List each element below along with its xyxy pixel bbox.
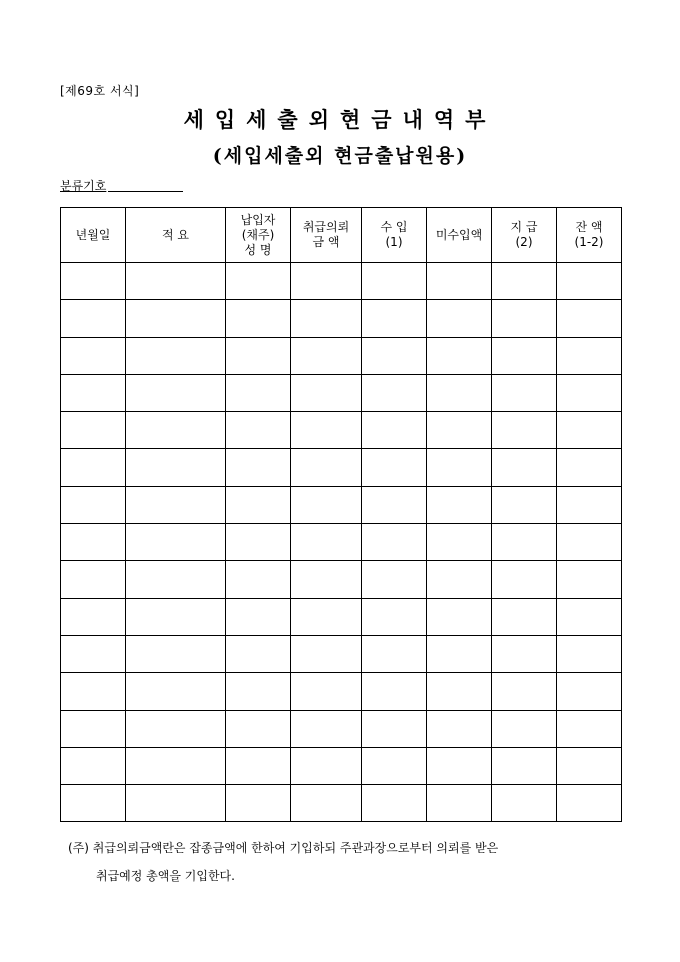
table-cell[interactable]	[226, 635, 291, 672]
table-cell[interactable]	[126, 635, 226, 672]
table-cell[interactable]	[61, 337, 126, 374]
table-row	[61, 747, 622, 784]
table-cell[interactable]	[427, 524, 492, 561]
table-cell[interactable]	[492, 449, 557, 486]
table-cell[interactable]	[557, 486, 622, 523]
table-cell[interactable]	[427, 785, 492, 822]
table-cell[interactable]	[362, 561, 427, 598]
table-cell[interactable]	[226, 673, 291, 710]
table-cell[interactable]	[126, 561, 226, 598]
table-cell[interactable]	[557, 635, 622, 672]
table-cell[interactable]	[557, 412, 622, 449]
table-cell[interactable]	[557, 524, 622, 561]
table-cell[interactable]	[291, 412, 362, 449]
table-cell[interactable]	[126, 449, 226, 486]
table-cell[interactable]	[226, 300, 291, 337]
table-cell[interactable]	[492, 747, 557, 784]
table-cell[interactable]	[226, 561, 291, 598]
table-cell[interactable]	[362, 524, 427, 561]
table-row	[61, 673, 622, 710]
table-cell[interactable]	[61, 561, 126, 598]
col-header-balance: 잔 액 (1-2)	[557, 208, 622, 263]
table-cell[interactable]	[362, 635, 427, 672]
table-cell[interactable]	[61, 598, 126, 635]
table-cell[interactable]	[557, 561, 622, 598]
table-row	[61, 337, 622, 374]
table-cell[interactable]	[492, 337, 557, 374]
classification-code	[60, 177, 183, 194]
table-cell[interactable]	[557, 598, 622, 635]
table-cell[interactable]	[427, 374, 492, 411]
table-cell[interactable]	[226, 263, 291, 300]
table-cell[interactable]	[362, 598, 427, 635]
table-row	[61, 524, 622, 561]
table-cell[interactable]	[61, 300, 126, 337]
table-cell[interactable]	[492, 598, 557, 635]
table-cell[interactable]	[557, 449, 622, 486]
col-header-payer-name: 납입자 (채주) 성 명	[226, 208, 291, 263]
table-cell[interactable]	[492, 561, 557, 598]
table-cell[interactable]	[492, 300, 557, 337]
col-header-requested-amount: 취급의뢰 금 액	[291, 208, 362, 263]
table-cell[interactable]	[226, 374, 291, 411]
table-cell[interactable]	[291, 635, 362, 672]
table-cell[interactable]	[492, 673, 557, 710]
table-cell[interactable]	[61, 635, 126, 672]
table-cell[interactable]	[291, 598, 362, 635]
table-row	[61, 710, 622, 747]
table-cell[interactable]	[492, 710, 557, 747]
table-cell[interactable]	[126, 300, 226, 337]
col-header-unreceived: 미수입액	[427, 208, 492, 263]
cash-ledger-table	[60, 207, 622, 822]
table-cell[interactable]	[427, 263, 492, 300]
table-cell[interactable]	[126, 412, 226, 449]
table-cell[interactable]	[226, 785, 291, 822]
table-cell[interactable]	[362, 747, 427, 784]
table-cell[interactable]	[126, 785, 226, 822]
footnote-line-2: 취급예정 총액을 기입한다.	[96, 869, 235, 883]
table-cell[interactable]	[61, 747, 126, 784]
table-cell[interactable]	[362, 374, 427, 411]
page-subtitle: (세입세출외 현금출납원용)	[212, 145, 468, 167]
table-cell[interactable]	[61, 374, 126, 411]
table-cell[interactable]	[427, 449, 492, 486]
table-cell[interactable]	[362, 300, 427, 337]
table-cell[interactable]	[291, 747, 362, 784]
table-cell[interactable]	[291, 710, 362, 747]
table-cell[interactable]	[557, 374, 622, 411]
table-cell[interactable]	[362, 710, 427, 747]
page-title: 세입세출외현금내역부	[183, 107, 497, 132]
table-cell[interactable]	[492, 486, 557, 523]
table-cell[interactable]	[126, 374, 226, 411]
table-cell[interactable]	[291, 673, 362, 710]
table-cell[interactable]	[427, 412, 492, 449]
table-cell[interactable]	[226, 486, 291, 523]
table-row	[61, 561, 622, 598]
form-number: [제69호 서식]	[60, 84, 140, 98]
table-cell[interactable]	[61, 524, 126, 561]
table-cell[interactable]	[427, 673, 492, 710]
table-row	[61, 263, 622, 300]
table-cell[interactable]	[362, 785, 427, 822]
table-cell[interactable]	[291, 263, 362, 300]
col-header-payment: 지 급 (2)	[492, 208, 557, 263]
table-cell[interactable]	[126, 673, 226, 710]
table-cell[interactable]	[427, 337, 492, 374]
table-cell[interactable]	[291, 561, 362, 598]
table-cell[interactable]	[126, 486, 226, 523]
table-cell[interactable]	[492, 524, 557, 561]
table-cell[interactable]	[427, 561, 492, 598]
table-cell[interactable]	[126, 263, 226, 300]
table-cell[interactable]	[557, 337, 622, 374]
table-cell[interactable]	[362, 673, 427, 710]
table-cell[interactable]	[427, 635, 492, 672]
footnote	[68, 834, 498, 890]
table-cell[interactable]	[226, 598, 291, 635]
table-cell[interactable]	[291, 300, 362, 337]
classification-blank-line[interactable]	[108, 191, 183, 192]
table-cell[interactable]	[557, 747, 622, 784]
table-cell[interactable]	[126, 524, 226, 561]
table-cell[interactable]	[492, 785, 557, 822]
table-cell[interactable]	[61, 785, 126, 822]
table-cell[interactable]	[427, 598, 492, 635]
table-cell[interactable]	[557, 710, 622, 747]
table-cell[interactable]	[492, 635, 557, 672]
col-header-receipt: 수 입 (1)	[362, 208, 427, 263]
table-cell[interactable]	[492, 412, 557, 449]
table-row	[61, 598, 622, 635]
table-cell[interactable]	[61, 412, 126, 449]
table-row	[61, 300, 622, 337]
table-cell[interactable]	[362, 449, 427, 486]
table-cell[interactable]	[291, 449, 362, 486]
table-cell[interactable]	[557, 785, 622, 822]
table-cell[interactable]	[427, 300, 492, 337]
table-header-row	[61, 208, 622, 263]
table-cell[interactable]	[492, 374, 557, 411]
table-cell[interactable]	[557, 263, 622, 300]
table-body	[61, 263, 622, 822]
col-header-date: 년월일	[61, 208, 126, 263]
table-cell[interactable]	[362, 337, 427, 374]
table-cell[interactable]	[362, 486, 427, 523]
table-cell[interactable]	[226, 524, 291, 561]
table-cell[interactable]	[126, 598, 226, 635]
table-row	[61, 449, 622, 486]
table-cell[interactable]	[291, 524, 362, 561]
table-cell[interactable]	[126, 710, 226, 747]
table-cell[interactable]	[427, 486, 492, 523]
table-cell[interactable]	[291, 785, 362, 822]
table-cell[interactable]	[362, 412, 427, 449]
table-cell[interactable]	[61, 486, 126, 523]
table-cell[interactable]	[226, 449, 291, 486]
table-cell[interactable]	[61, 449, 126, 486]
table-row	[61, 635, 622, 672]
table-cell[interactable]	[291, 374, 362, 411]
table-cell[interactable]	[226, 412, 291, 449]
table-cell[interactable]	[126, 337, 226, 374]
table-cell[interactable]	[61, 710, 126, 747]
table-cell[interactable]	[362, 263, 427, 300]
table-row	[61, 412, 622, 449]
table-cell[interactable]	[126, 747, 226, 784]
table-row	[61, 374, 622, 411]
table-cell[interactable]	[557, 300, 622, 337]
table-cell[interactable]	[427, 710, 492, 747]
table-cell[interactable]	[557, 673, 622, 710]
table-cell[interactable]	[226, 337, 291, 374]
table-cell[interactable]	[61, 673, 126, 710]
classification-label: 분류기호	[60, 179, 107, 193]
col-header-description: 적 요	[126, 208, 226, 263]
table-row	[61, 785, 622, 822]
table-cell[interactable]	[291, 486, 362, 523]
table-cell[interactable]	[291, 337, 362, 374]
table-cell[interactable]	[61, 263, 126, 300]
table-cell[interactable]	[492, 263, 557, 300]
table-cell[interactable]	[427, 747, 492, 784]
table-cell[interactable]	[226, 747, 291, 784]
table-row	[61, 486, 622, 523]
footnote-line-1: (주) 취급의뢰금액란은 잡종금액에 한하여 기입하되 주관과장으로부터 의뢰를 받은	[68, 841, 499, 855]
table-cell[interactable]	[226, 710, 291, 747]
